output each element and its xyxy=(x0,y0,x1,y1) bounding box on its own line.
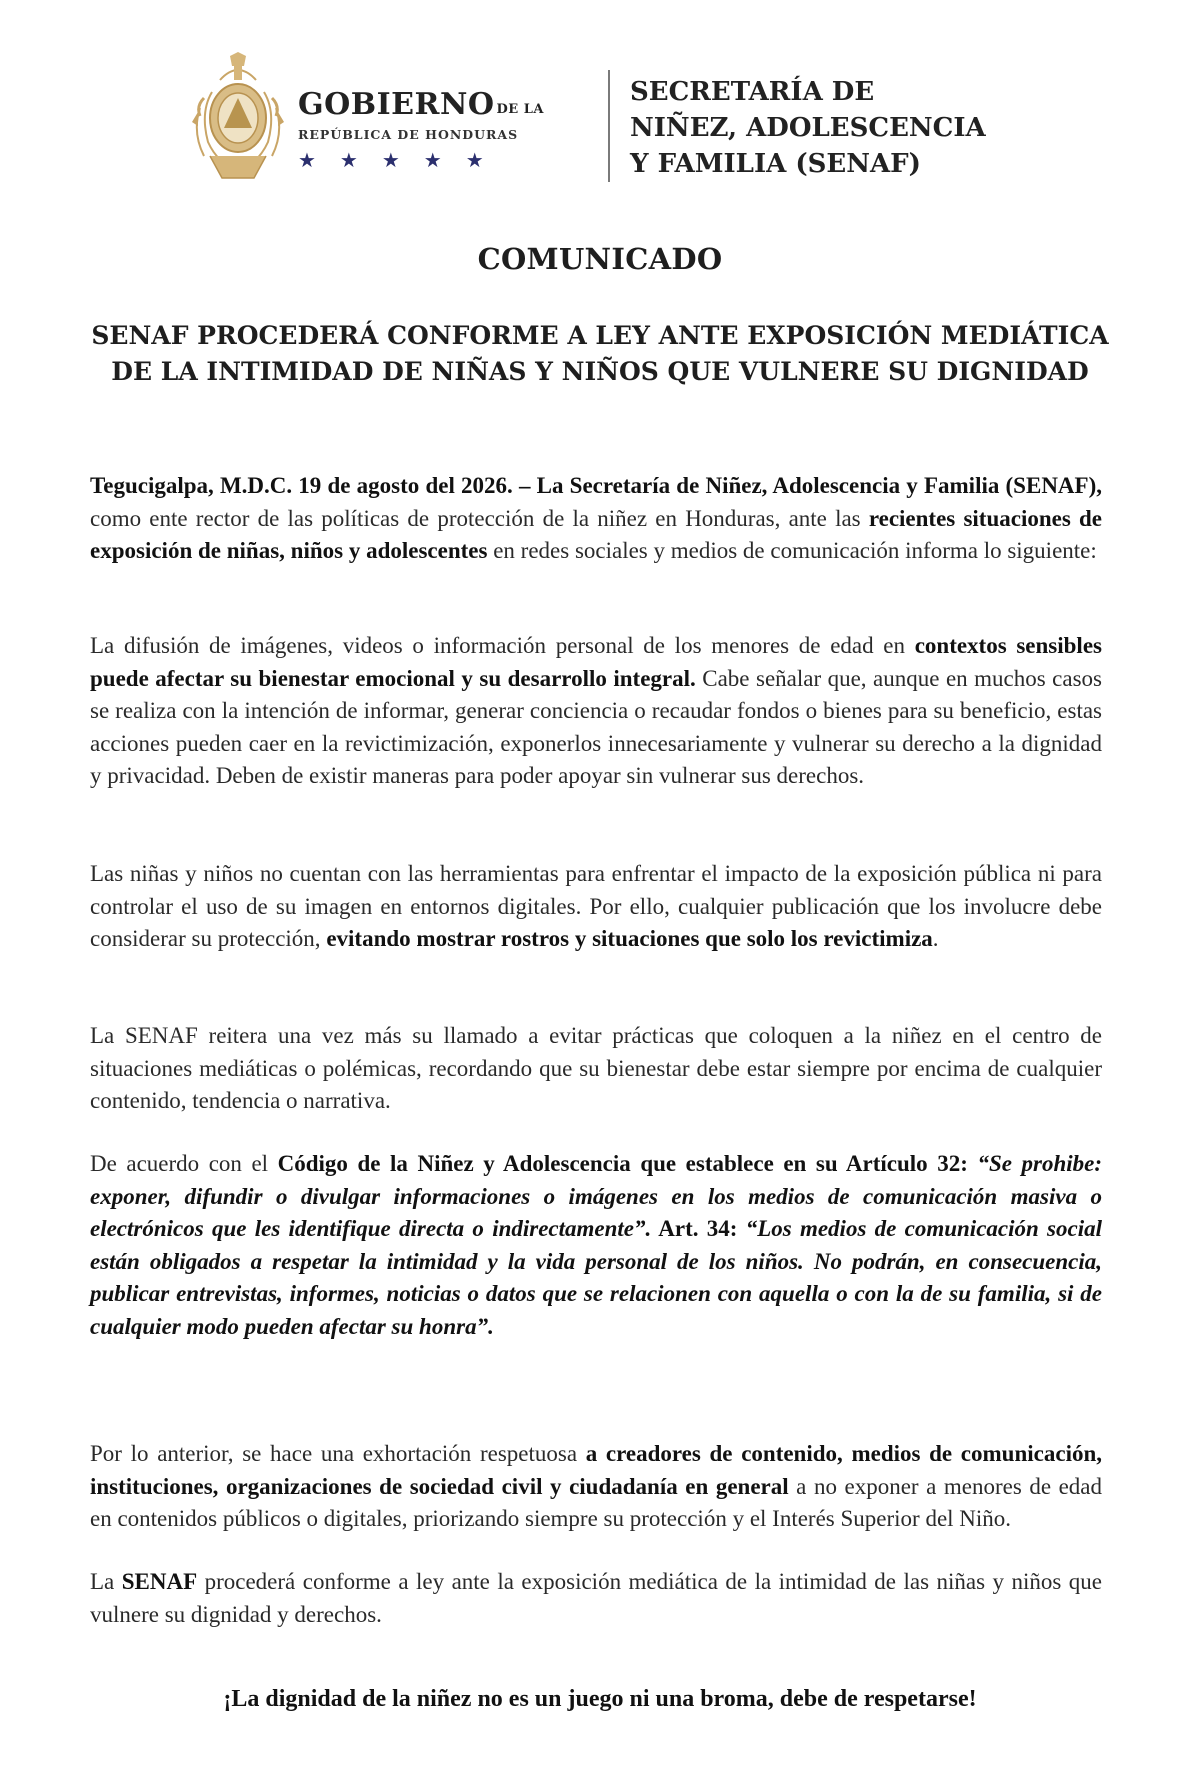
paragraph-text: procederá conforme a ley ante la exposición mediática de la intimidad de las niñas y niños que vulnere su dignidad y derechos. xyxy=(90,1569,1102,1627)
honduras-coat-of-arms-icon xyxy=(190,52,286,184)
paragraph-reiteration: La SENAF reitera una vez más su llamado a evitar prácticas que coloquen a la niñez en el centro de situaciones mediáticas o polémicas, recordando que su bienestar debe estar siempre por encima de cualquier contenido, tendencia o narrativa. xyxy=(90,1023,1102,1113)
document-subtitle: SENAF PROCEDERÁ CONFORME A LEY ANTE EXPOSICIÓN MEDIÁTICA DE LA INTIMIDAD DE NIÑAS Y NIÑOS QUE VULNERE SU DIGNIDAD xyxy=(91,321,1109,386)
paragraph-bold: evitando mostrar rostros y situaciones que solo los revictimiza xyxy=(326,926,933,951)
closing-statement: ¡La dignidad de la niñez no es un juego ni una broma, debe de respetarse! xyxy=(223,1686,977,1712)
header-divider xyxy=(608,70,610,182)
paragraph-text: Las niñas y niños no cuentan con las herramientas para enfrentar el impacto de la exposición pública ni para controlar el uso de su imagen en entornos digitales. Por ello, cualquier publicación que los involucre debe considerar su protección, xyxy=(90,861,1102,951)
government-title-suffix: DE LA xyxy=(496,102,544,117)
paragraph-bold: Código de la Niñez y Adolescencia que establece en su Artículo 32: xyxy=(277,1151,978,1176)
paragraph-bold: SENAF xyxy=(121,1569,198,1594)
paragraph-bold: Art. 34: xyxy=(651,1216,746,1241)
government-title-main: GOBIERNO xyxy=(298,87,495,122)
paragraph-text: De acuerdo con el xyxy=(90,1151,278,1176)
paragraph-text: La xyxy=(90,1569,122,1594)
government-subtitle: REPÚBLICA DE HONDURAS xyxy=(298,127,519,142)
secretaria-line: SECRETARÍA DE xyxy=(630,77,875,107)
document-heading: COMUNICADO xyxy=(477,242,723,276)
paragraph-bold: a creadores de contenido, medios de comunicación, instituciones, organizaciones de sociedad civil y ciudadanía en general xyxy=(90,1441,1102,1499)
paragraph-exhortation xyxy=(90,1438,1102,1536)
legal-quote-article-34: “Los medios de comunicación social están obligados a respetar la intimidad y la vida personal de los niños. No podrán, en consecuencia, publicar entrevistas, informes, noticias o datos que se relacionen con aquella o con la de su familia, si de cualquier modo pueden afectar su honra”. xyxy=(90,1216,1102,1339)
paragraph-diffusion xyxy=(90,630,1102,793)
stars-icon: ★★★★★ xyxy=(298,148,508,172)
government-title xyxy=(298,88,598,127)
paragraph-intro xyxy=(90,470,1102,568)
paragraph-text: en redes sociales y medios de comunicación informa lo siguiente: xyxy=(487,538,1097,563)
paragraph-bold: recientes situaciones de exposición de niñas, niños y adolescentes xyxy=(90,505,1102,563)
paragraph-senaf-action xyxy=(90,1566,1102,1631)
secretaria-name xyxy=(630,74,986,182)
paragraph-text: Cabe señalar que, aunque en muchos casos se realiza con la intención de informar, generar conciencia o recaudar fondos o bienes para su beneficio, estas acciones pueden caer en la revictimización, exponerlos innecesariamente y vulnerar su derecho a la dignidad y privacidad. Deben de existir maneras para poder apoyar sin vulnerar sus derechos. xyxy=(90,665,1102,788)
paragraph-text: a no exponer a menores de edad en contenidos públicos o digitales, priorizando siempre su protección y el Interés Superior del Niño. xyxy=(90,1473,1102,1531)
paragraph-text: Por lo anterior, se hace una exhortación respetuosa xyxy=(90,1441,586,1466)
paragraph-text: La difusión de imágenes, videos o información personal de los menores de edad en xyxy=(90,633,915,658)
letterhead xyxy=(186,52,1016,192)
government-name-block xyxy=(298,88,598,188)
paragraph-text: . xyxy=(932,926,939,951)
secretaria-line: NIÑEZ, ADOLESCENCIA xyxy=(630,113,986,143)
paragraph-text: como ente rector de las políticas de protección de la niñez en Honduras, ante las xyxy=(90,505,869,531)
paragraph-legal-code xyxy=(90,1148,1102,1343)
legal-quote-article-32: “Se prohibe: exponer, difundir o divulgar informaciones o imágenes en los medios de comunicación masiva o electrónicos que les identifique directa o indirectamente”. xyxy=(90,1151,1103,1241)
dateline: Tegucigalpa, M.D.C. 19 de agosto del 2026. – La Secretaría de Niñez, Adolescencia y Familia (SENAF), xyxy=(90,473,1102,498)
paragraph-bold: contextos sensibles puede afectar su bienestar emocional y su desarrollo integral. xyxy=(90,633,1102,691)
paragraph-tools xyxy=(90,858,1102,956)
secretaria-line: Y FAMILIA (SENAF) xyxy=(630,149,921,179)
